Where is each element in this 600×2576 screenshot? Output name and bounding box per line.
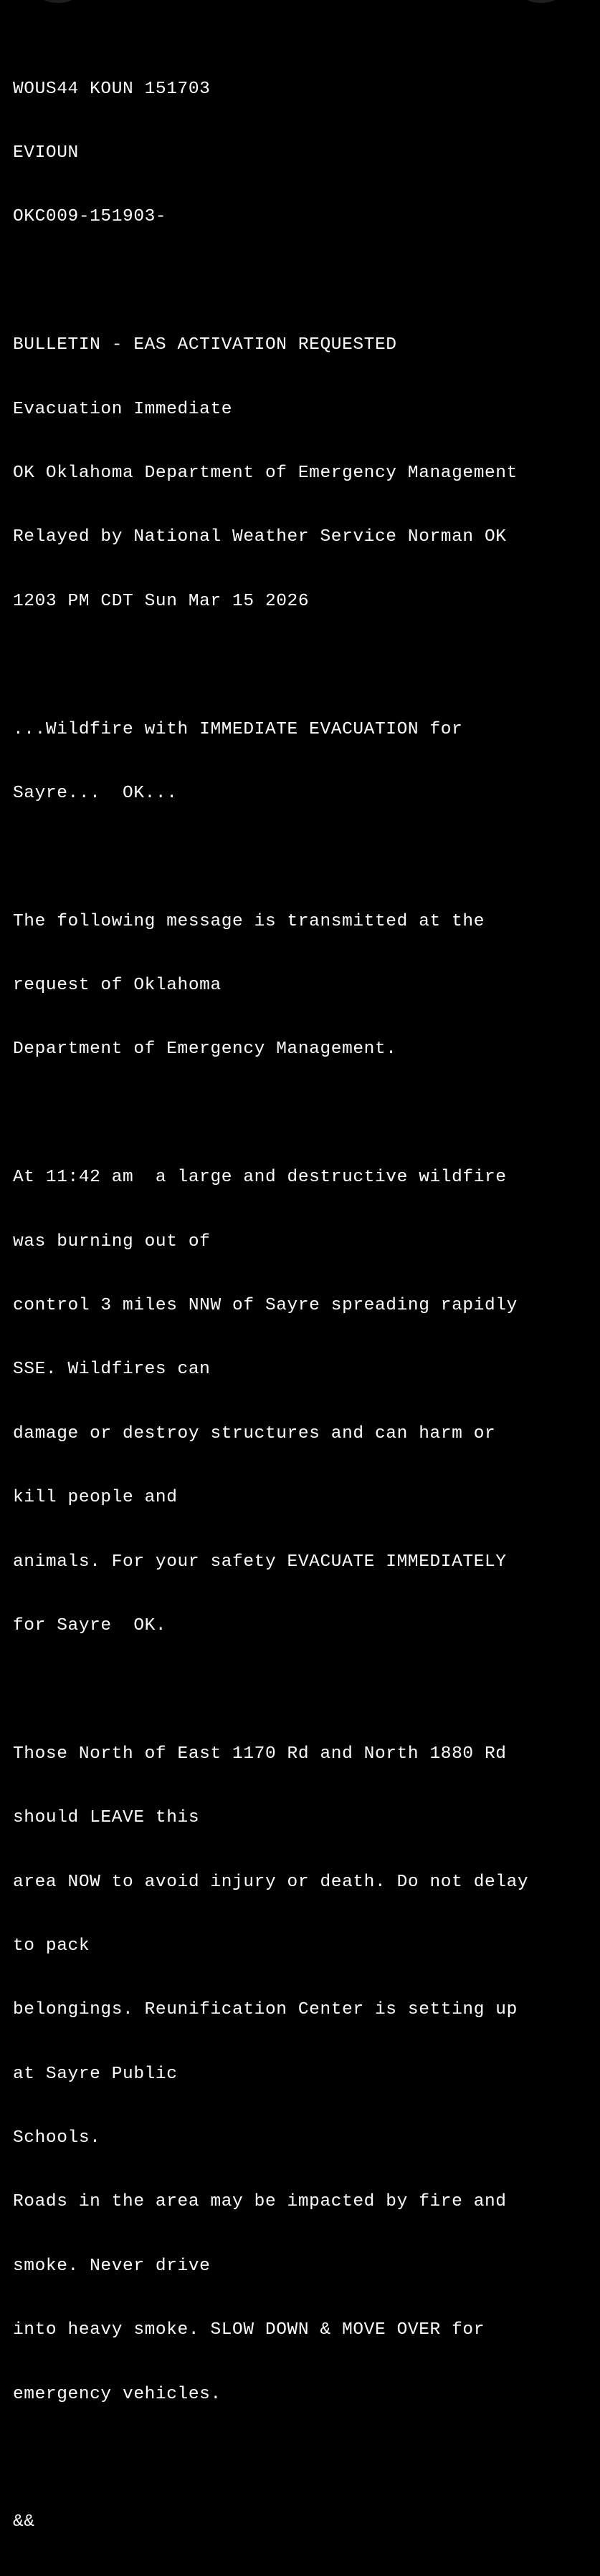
bulletin-line: request of Oklahoma <box>13 976 222 996</box>
bulletin-line: smoke. Never drive <box>13 2256 211 2276</box>
bulletin-line <box>13 655 594 676</box>
bulletin-line <box>13 1103 594 1125</box>
bulletin-text <box>13 36 594 2576</box>
bulletin-line: Roads in the area may be impacted by fire and <box>13 2192 507 2212</box>
bulletin-line: Schools. <box>13 2128 101 2148</box>
bulletin-line: at Sayre Public <box>13 2064 178 2084</box>
bulletin-line: At 11:42 am a large and destructive wildfire <box>13 1168 507 1188</box>
bulletin-line <box>13 2448 594 2469</box>
bulletin-line: for Sayre OK. <box>13 1615 167 1635</box>
bulletin-line: kill people and <box>13 1488 178 1508</box>
bulletin-line: Department of Emergency Management. <box>13 1039 397 1059</box>
bulletin-line: damage or destroy structures and can harm or <box>13 1423 496 1443</box>
bulletin-line: animals. For your safety EVACUATE IMMEDIATELY <box>13 1552 507 1572</box>
bulletin-line: OKC009-151903- <box>13 207 167 227</box>
bulletin-line: was burning out of <box>13 1231 211 1251</box>
bulletin-line: to pack <box>13 1936 90 1956</box>
bulletin-line: && <box>13 2512 35 2532</box>
bulletin-line: 1203 PM CDT Sun Mar 15 2026 <box>13 591 310 611</box>
bulletin-line: Those North of East 1170 Rd and North 1880 Rd <box>13 1744 507 1764</box>
bulletin-line <box>13 1679 594 1701</box>
bulletin-line: into heavy smoke. SLOW DOWN & MOVE OVER for <box>13 2320 485 2340</box>
bulletin-line: Sayre... OK... <box>13 783 178 803</box>
bulletin-line: Evacuation Immediate <box>13 399 233 419</box>
bulletin-line: WOUS44 KOUN 151703 <box>13 79 211 99</box>
bulletin-line: The following message is transmitted at the <box>13 911 485 931</box>
top-left-edge-shape <box>42 0 75 3</box>
bulletin-line: ...Wildfire with IMMEDIATE EVACUATION for <box>13 719 463 739</box>
bulletin-line: should LEAVE this <box>13 1808 200 1828</box>
bulletin-line: SSE. Wildfires can <box>13 1360 211 1380</box>
bulletin-line: EVIOUN <box>13 143 79 163</box>
bulletin-line: area NOW to avoid injury or death. Do not delay <box>13 1872 529 1892</box>
bulletin-line: control 3 miles NNW of Sayre spreading rapidly <box>13 1296 518 1316</box>
bulletin-line: emergency vehicles. <box>13 2384 222 2404</box>
bulletin-line: belongings. Reunification Center is setting up <box>13 2000 518 2020</box>
top-right-edge-shape <box>525 0 558 3</box>
bulletin-line: BULLETIN - EAS ACTIVATION REQUESTED <box>13 335 397 355</box>
bulletin-line <box>13 847 594 868</box>
bulletin-line <box>13 271 594 292</box>
bulletin-line: OK Oklahoma Department of Emergency Management <box>13 463 518 483</box>
bulletin-line: Relayed by National Weather Service Norman OK <box>13 527 507 547</box>
